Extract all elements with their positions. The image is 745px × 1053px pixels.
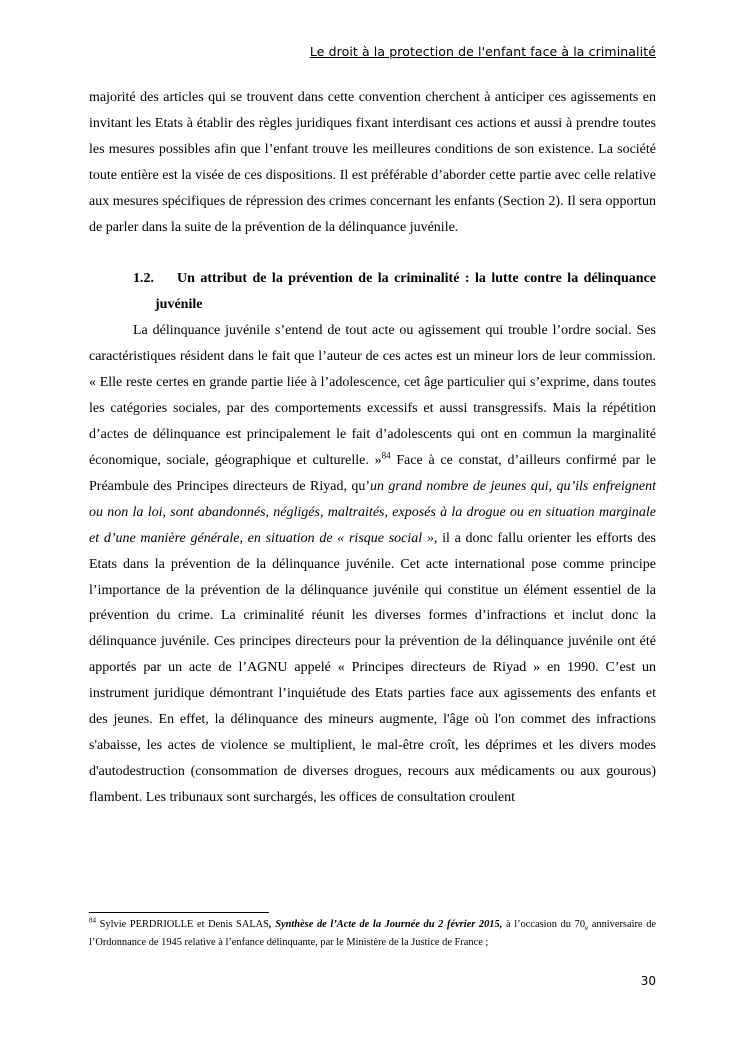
section-number: 1.2. [133,271,154,287]
footnote-separator [89,912,269,913]
footnote-authors: Sylvie PERDRIOLLE et Denis SALAS [96,919,269,930]
paragraph-continuation: majorité des articles qui se trouvent dans cette convention cherchent à anticiper ces agissements en invitant les Etats à établir des règles juridiques fixant interdisant ces actions et aussi à prendre toutes les mesures possibles afin que l’enfant trouve les meilleures conditions de son existence. La société toute entière est la visée de ces dispositions. Il est préférable d’aborder cette partie avec celle relative aux mesures spécifiques de répression des crimes concernant les enfants (Section 2). Il sera opportun de parler dans la suite de la prévention de la délinquance juvénile. [89,90,656,235]
footnote-text-b: anniversaire de l’Ordonnance de 1945 relative à l’enfance délinquante, par le Ministère de la Justice de France ; [89,919,657,948]
footnote-ordinal: e [585,924,589,933]
section-title: Un attribut de la prévention de la criminalité : la lutte contre la délinquance juvénile [155,271,656,313]
italic-quotation: un grand nombre de jeunes qui, qu’ils enfreignent ou non la loi, sont abandonnés, négligés, maltraités, exposés à la drogue ou en situation marginale et d’une manière générale, en situation de « risque social » [89,478,656,546]
section-heading [89,266,656,318]
page-number: 30 [640,974,656,988]
footnote-reference: 84 [381,450,391,461]
main-text [89,85,656,811]
running-header: Le droit à la protection de l'enfant face à la criminalité [309,44,656,59]
paragraph-delinquance [89,318,656,810]
paragraph-gap [89,240,656,266]
paragraph-text-b: Face à ce constat, d’ailleurs confirmé par le Préambule des Principes directeurs de Riyad, qu’ [89,452,657,494]
footnote-number: 84 [89,916,96,925]
paragraph-text-a: La délinquance juvénile s’entend de tout acte ou agissement qui trouble l’ordre social. Ses caractéristiques résident dans le fait que l’auteur de ces actes est un mineur lors de leur commission. « Elle reste certes en grande partie liée à l’adolescence, cet âge particulier qui s’exprime, dans toutes les catégories sociales, par des comportements excessifs et aussi transgressifs. Mais la répétition d’actes de délinquance est principalement le fait d’adolescents qui ont en commun la marginalité économique, sociale, géographique et culturelle. » [89,323,656,468]
footnote-text-a: à l’occasion du 70 [502,919,586,930]
paragraph-text-c: , il a donc fallu orienter les efforts des Etats dans la prévention de la délinquance juvénile. Cet acte international pose comme principe l’importance de la prévention de la délinquance juvénile qui constitue un élément essentiel de la prévention du crime. La criminalité réunit les diverses formes d’infractions et inclut donc la délinquance juvénile. Ces principes directeurs pour la prévention de la délinquance juvénile ont été apportés par un acte de l’AGNU appelé « Principes directeurs de Riyad » en 1990. C’est un instrument juridique démontrant l’inquiétude des Etats parties face aux agissements des enfants et des jeunes. En effet, la délinquance des mineurs augmente, l'âge où l'on commet des infractions s'abaisse, les actes de violence se multiplient, le mal-être croît, les déprimes et les divers modes d'autodestruction (consommation de diverses drogues, recours aux médicaments ou aux gourous) flambent. Les tribunaux sont surchargés, les offices de consultation croulent [89,530,656,805]
footnote [89,918,656,950]
footnote-title: , Synthèse de l’Acte de la Journée du 2 février 2015, [268,919,503,930]
